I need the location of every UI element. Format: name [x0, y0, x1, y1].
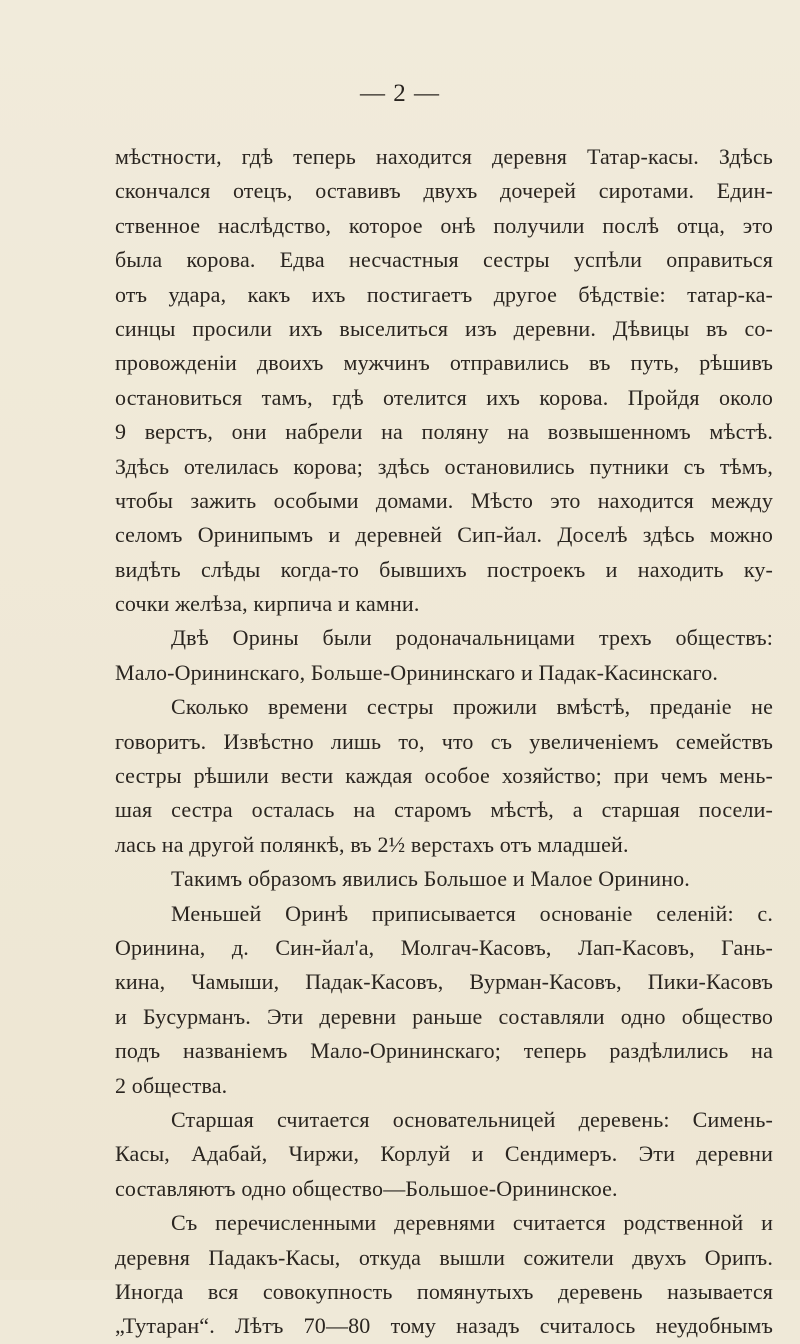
text-line: селомъ Оринипымъ и деревней Сип-йал. Доселѣ здѣсь можно: [115, 522, 773, 548]
text-line: Оринина, д. Син-йал'а, Молгач-Касовъ, Лап-Касовъ, Гань-: [115, 934, 773, 960]
text-line: 9 верстъ, они набрели на поляну на возвышенномъ мѣстѣ.: [115, 419, 773, 445]
paragraph-start-line: Старшая считается основательницей деревень: Симень-: [171, 1106, 773, 1132]
text-line: ственное наслѣдство, которое онѣ получили послѣ отца, это: [115, 212, 773, 238]
paragraph-start-line: Двѣ Орины были родоначальницами трехъ обществъ:: [171, 625, 773, 651]
paragraph-end-line: 2 общества.: [115, 1072, 228, 1098]
text-line: видѣть слѣды когда-то бывшихъ построекъ и находить ку-: [115, 556, 773, 582]
text-line: Касы, Адабай, Чиржи, Корлуй и Сендимеръ. Эти деревни: [115, 1141, 773, 1167]
paragraph-end-line: сочки желѣза, кирпича и камни.: [115, 591, 420, 617]
text-line: деревня Падакъ-Касы, откуда вышли сожители двухъ Орипъ.: [115, 1244, 773, 1270]
paragraph-end-line: составляютъ одно общество—Большое-Орининское.: [115, 1175, 618, 1201]
text-line: чтобы зажить особыми домами. Мѣсто это находится между: [115, 487, 773, 513]
text-line: была корова. Едва несчастныя сестры успѣли оправиться: [115, 247, 773, 273]
text-line: сестры рѣшили вести каждая особое хозяйство; при чемъ мень-: [115, 763, 773, 789]
text-line: скончался отецъ, оставивъ двухъ дочерей сиротами. Един-: [115, 178, 773, 204]
text-line: шая сестра осталась на старомъ мѣстѣ, а старшая посели-: [115, 797, 773, 823]
paragraph-start-line: Съ перечисленными деревнями считается родственной и: [171, 1210, 773, 1236]
text-line: отъ удара, какъ ихъ постигаетъ другое бѣдствіе: татар-ка-: [115, 281, 773, 307]
text-line: кина, Чамыши, Падак-Касовъ, Вурман-Касовъ, Пики-Касовъ: [115, 969, 773, 995]
text-line: провожденіи двоихъ мужчинъ отправились въ путь, рѣшивъ: [115, 350, 773, 376]
paragraph-start-line: Сколько времени сестры прожили вмѣстѣ, преданіе не: [171, 694, 773, 720]
body-text: [115, 140, 773, 1344]
text-line: мѣстности, гдѣ теперь находится деревня Татар-касы. Здѣсь: [115, 144, 773, 169]
paragraph-end-line: лась на другой полянкѣ, въ 2½ верстахъ отъ младшей.: [115, 831, 629, 857]
text-line: Здѣсь отелилась корова; здѣсь остановились путники съ тѣмъ,: [115, 453, 773, 479]
page-number: — 2 —: [360, 80, 440, 107]
paragraph-start-line: Меньшей Оринѣ приписывается основаніе селеній: с.: [171, 900, 773, 926]
paragraph-line: Такимъ образомъ явились Большое и Малое Оринино.: [171, 866, 690, 892]
text-line: Иногда вся совокупность помянутыхъ деревень называется: [115, 1278, 773, 1304]
paragraph-end-line: Мало-Орининскаго, Больше-Орининскаго и Падак-Касинскаго.: [115, 659, 719, 685]
text-line: „Тутаран“. Лѣтъ 70—80 тому назадъ считалось неудобнымъ: [115, 1313, 773, 1339]
text-line: остановиться тамъ, гдѣ отелится ихъ корова. Пройдя около: [115, 384, 773, 410]
text-line: подъ названіемъ Мало-Орининскаго; теперь раздѣлились на: [115, 1038, 773, 1064]
text-line: и Бусурманъ. Эти деревни раньше составляли одно общество: [115, 1003, 773, 1029]
text-line: синцы просили ихъ выселиться изъ деревни. Дѣвицы въ со-: [115, 315, 773, 341]
text-line: говоритъ. Извѣстно лишь то, что съ увеличеніемъ семействъ: [115, 728, 773, 754]
